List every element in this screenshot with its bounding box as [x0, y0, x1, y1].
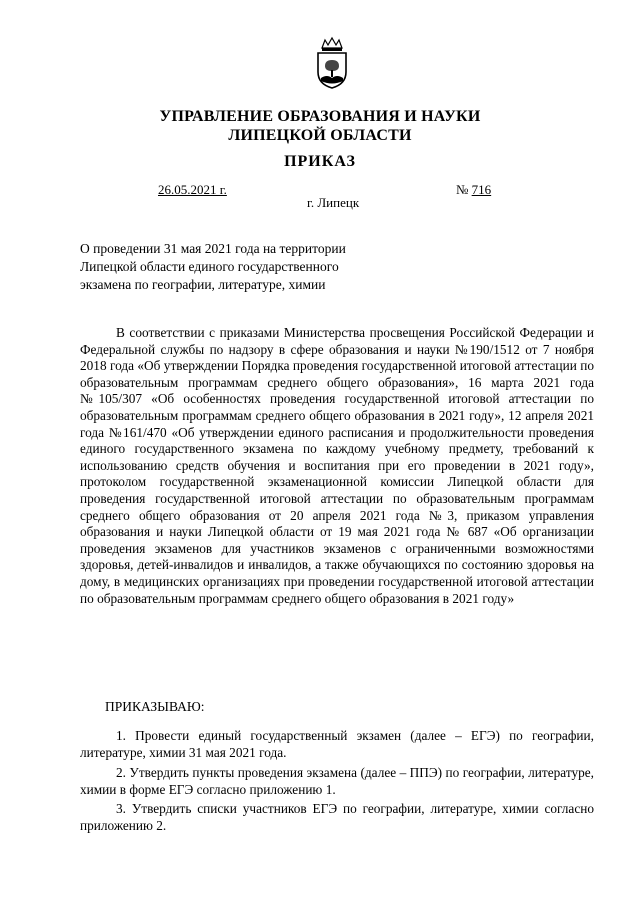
subject-line: Липецкой области единого государственного [80, 259, 339, 274]
document-type-title: ПРИКАЗ [284, 153, 356, 170]
order-number-value: 716 [471, 182, 492, 197]
organization-name-line1: УПРАВЛЕНИЕ ОБРАЗОВАНИЯ И НАУКИ [159, 108, 481, 125]
preamble-paragraph: В соответствии с приказами Министерства просвещения Российской Федерации и Федеральной службы по надзору в сфере образования и науки №190/1512 от 7 ноября 2018 года «Об утверждении Порядка проведения государственной итоговой аттестации по образовательным программам среднего общего образования», 16 марта 2021 года №105/307 «Об особенностях проведения государственной итоговой аттестации по образовательным программам среднего общего образования в 2021 году», 12 апреля 2021 года №161/470 «Об утверждении единого расписания и продолжительности проведения единого государственного экзамена по каждому учебному предмету, требований к использованию средств обучения и воспитания при его проведении в 2021 году», протоколом государственной экзаменационной комиссии Липецкой области для проведения государственной итоговой аттестации по образовательным программам среднего общего образования от 20 апреля 2021 года №3, приказом управления образования и науки Липецкой области от 19 мая 2021 года № 687 «Об организации проведения экзаменов для участников экзаменов с ограниченными возможностями здоровья, детей-инвалидов и инвалидов, а также обучающихся по состоянию здоровья на дому, в медицинских организациях при проведении государственной итоговой аттестации по образовательным программам среднего общего образования в 2021 году» [80, 325, 594, 606]
coat-of-arms-icon [314, 36, 350, 90]
subject-line: О проведении 31 мая 2021 года на территории [80, 241, 346, 256]
subject-line: экзамена по географии, литературе, химии [80, 277, 326, 292]
order-item-2: 2. Утвердить пункты проведения экзамена (далее – ППЭ) по географии, литературе, химии в форме ЕГЭ согласно приложению 1. [80, 765, 594, 797]
order-item-3: 3. Утвердить списки участников ЕГЭ по географии, литературе, химии согласно приложению 2. [80, 801, 594, 833]
order-number-label: № [456, 182, 469, 197]
order-city: г. Липецк [307, 195, 360, 210]
decree-heading: ПРИКАЗЫВАЮ: [105, 699, 205, 714]
order-number [456, 182, 491, 198]
order-item-1: 1. Провести единый государственный экзамен (далее – ЕГЭ) по географии, литературе, химии 31 мая 2021 года. [80, 728, 594, 760]
order-date: 26.05.2021 г. [158, 182, 227, 197]
order-subject [80, 240, 410, 294]
organization-name-line2: ЛИПЕЦКОЙ ОБЛАСТИ [228, 127, 412, 144]
